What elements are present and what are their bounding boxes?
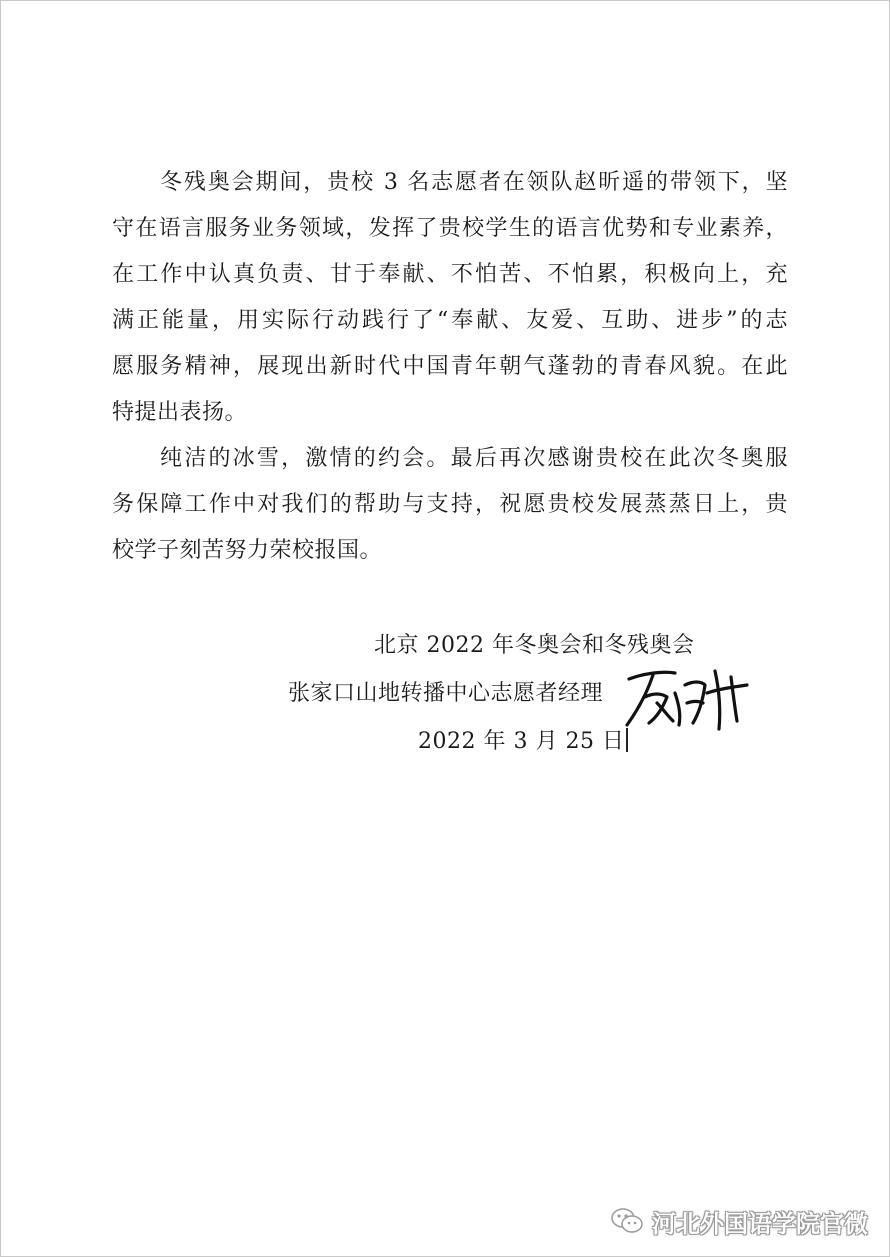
wechat-icon <box>610 1206 644 1236</box>
paragraph-1-line-6: 特提出表扬。 <box>112 400 248 425</box>
signoff-date: 2022 年 3 月 25 日 <box>418 729 625 754</box>
letter-body <box>112 160 788 574</box>
watermark-text: 河北外国语学院官微 <box>652 1209 868 1238</box>
paragraph-2-line-2: 务保障工作中对我们的帮助与支持，祝愿贵校发展蒸蒸日上，贵 <box>112 492 788 517</box>
wechat-watermark <box>610 1201 868 1241</box>
signoff-date-line <box>418 719 628 765</box>
paragraph-1-line-3: 在工作中认真负责、甘于奉献、不怕苦、不怕累，积极向上，充 <box>112 262 788 287</box>
paragraph-1-line-1: 冬残奥会期间，贵校 3 名志愿者在领队赵昕遥的带领下，坚 <box>160 170 788 195</box>
paragraph-2-line-1: 纯洁的冰雪，激情的约会。最后再次感谢贵校在此次冬奥服 <box>160 446 788 471</box>
paragraph-1-line-5: 愿服务精神，展现出新时代中国青年朝气蓬勃的青春风貌。在此 <box>112 354 788 379</box>
paragraph-2-line-3: 校学子刻苦努力荣校报国。 <box>112 538 383 563</box>
paragraph-1-line-4: 满正能量，用实际行动践行了“奉献、友爱、互助、进步”的志 <box>112 308 788 333</box>
paragraph-1-line-2: 守在语言服务业务领域，发挥了贵校学生的语言优势和专业素养， <box>112 216 788 241</box>
signoff-organization-line-1: 北京 2022 年冬奥会和冬残奥会 <box>374 633 695 658</box>
signoff-organization-line-2: 张家口山地转播中心志愿者经理 <box>288 681 604 706</box>
handwritten-signature <box>623 663 753 733</box>
